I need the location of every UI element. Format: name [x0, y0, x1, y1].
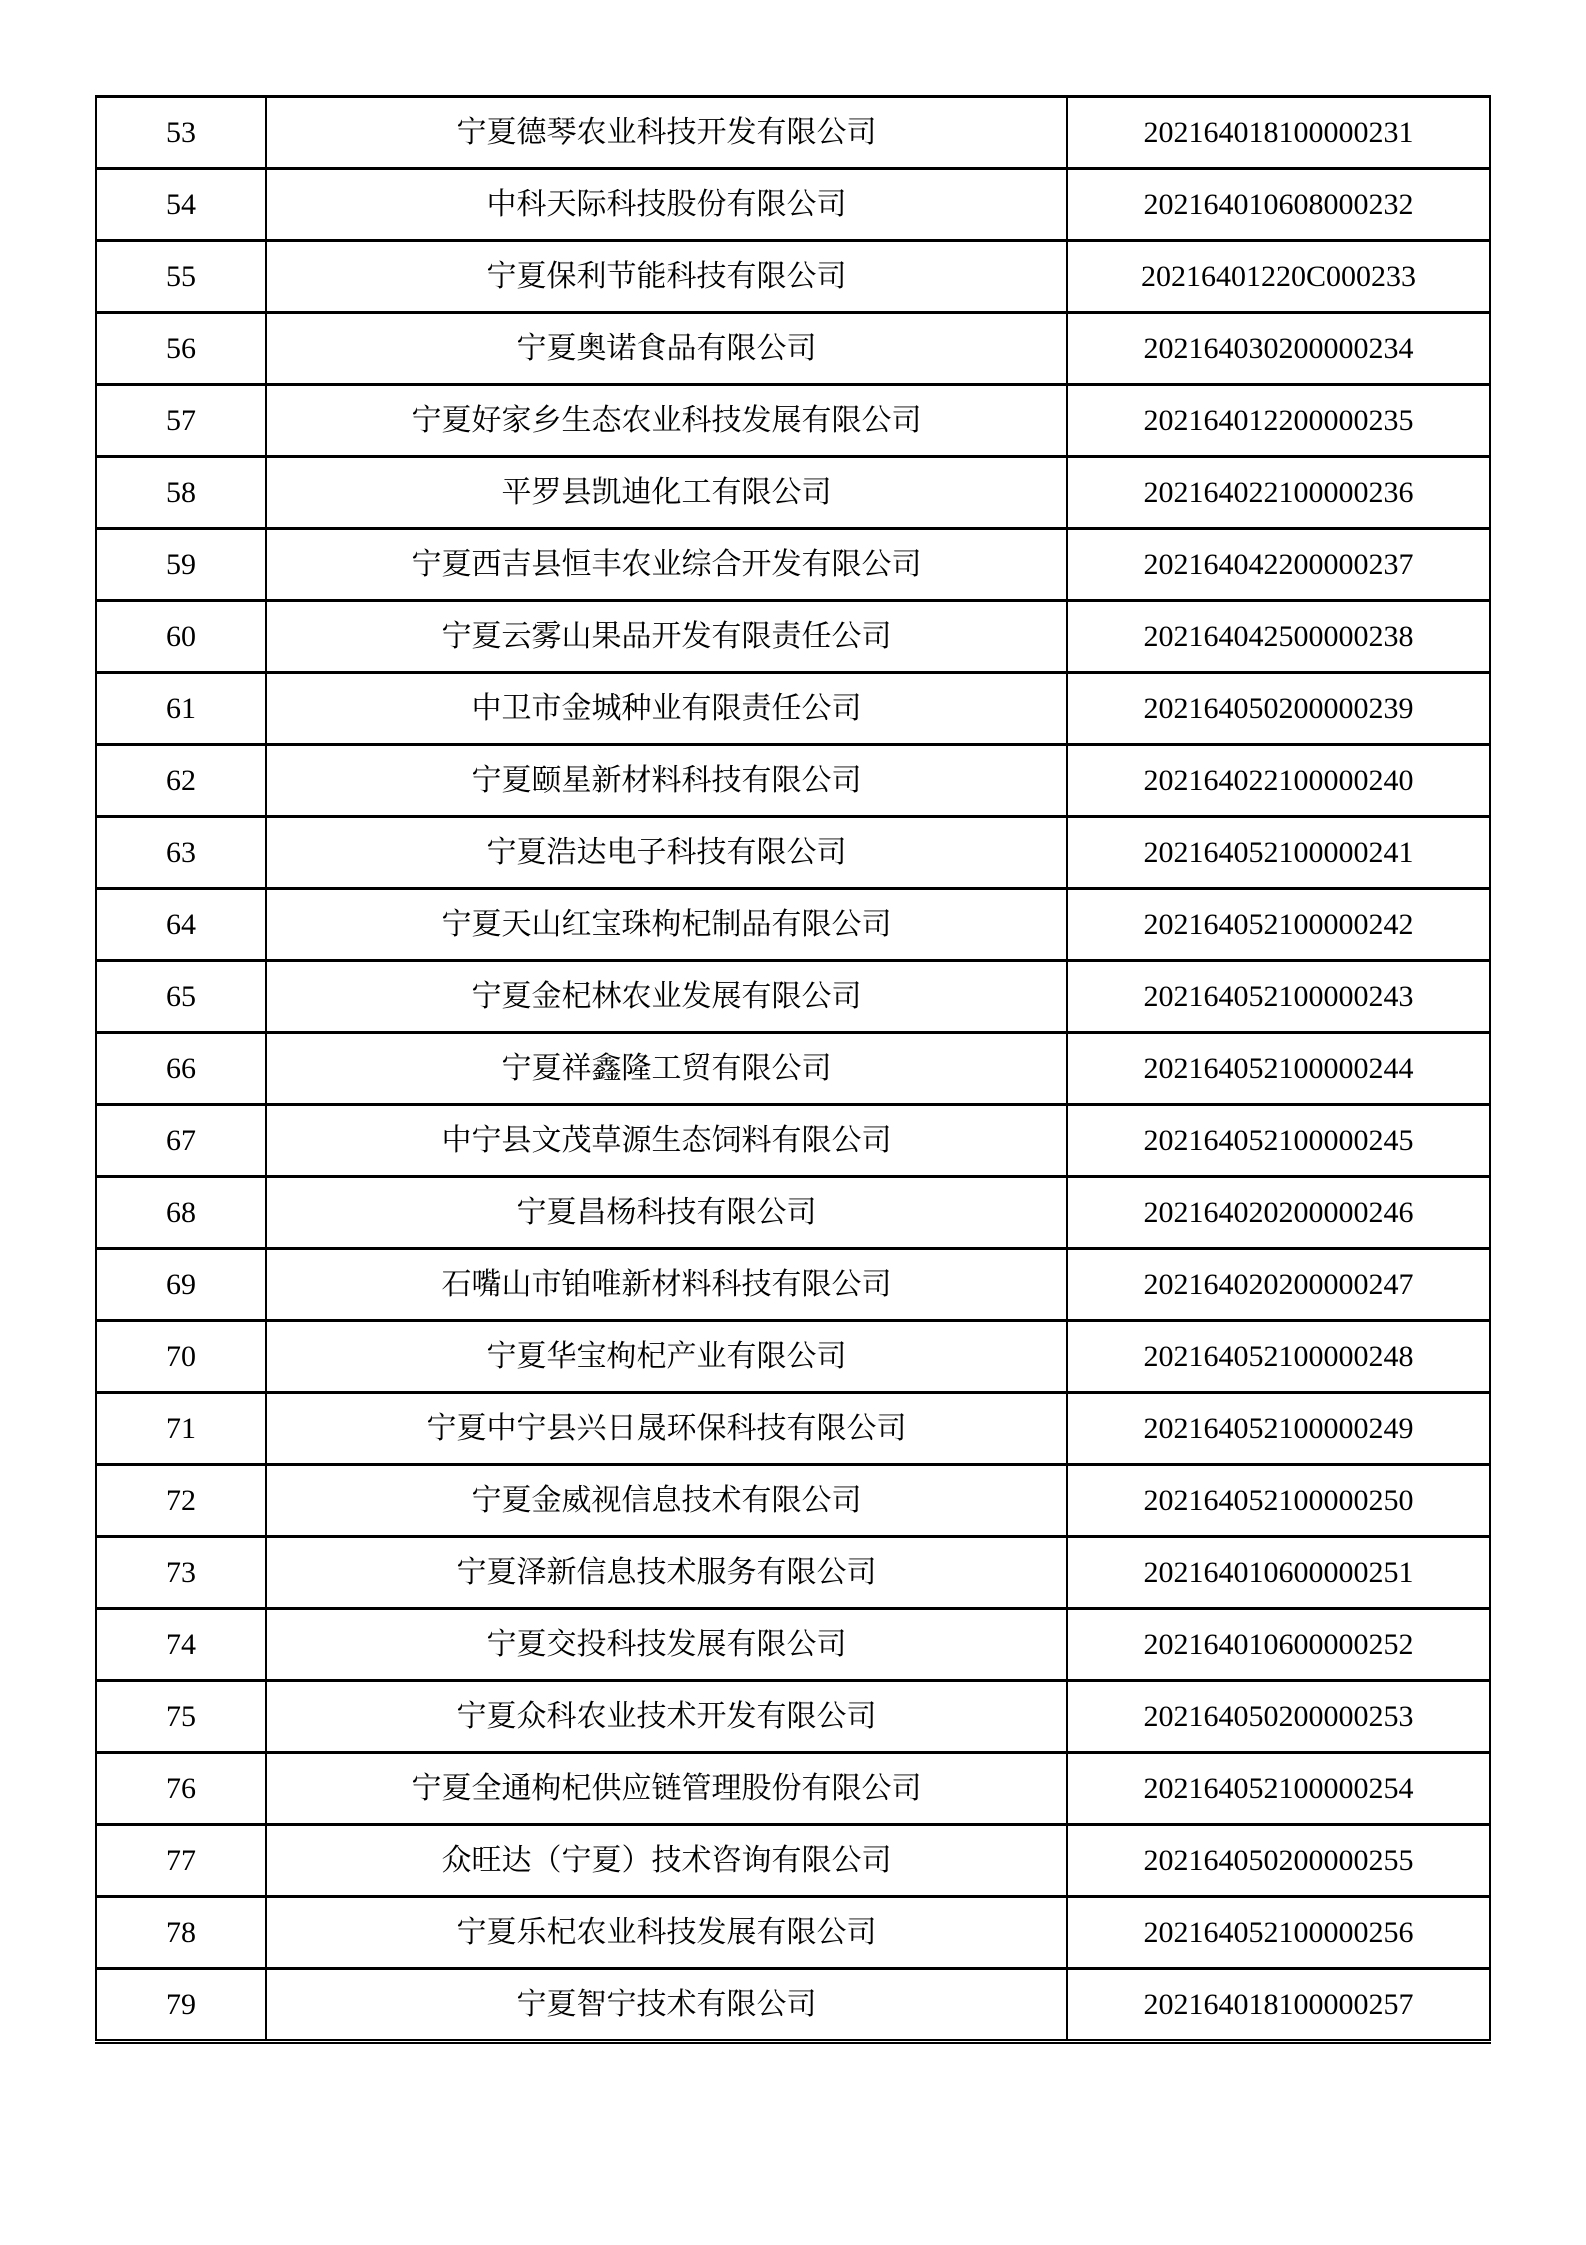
row-number-cell: 68 — [96, 1177, 266, 1249]
company-registration-table — [95, 95, 1491, 2044]
registration-code-cell: 202164052100000244 — [1067, 1033, 1490, 1105]
row-number-cell: 57 — [96, 385, 266, 457]
registration-code-cell: 202164050200000253 — [1067, 1681, 1490, 1753]
company-name-cell: 宁夏祥鑫隆工贸有限公司 — [266, 1033, 1067, 1105]
row-number-cell: 66 — [96, 1033, 266, 1105]
row-number-cell: 60 — [96, 601, 266, 673]
registration-code-cell: 202164052100000245 — [1067, 1105, 1490, 1177]
registration-code-cell: 202164012200000235 — [1067, 385, 1490, 457]
row-number-cell: 65 — [96, 961, 266, 1033]
company-name-cell: 宁夏云雾山果品开发有限责任公司 — [266, 601, 1067, 673]
table-row — [96, 1897, 1490, 1969]
company-name-cell: 宁夏昌杨科技有限公司 — [266, 1177, 1067, 1249]
registration-code-cell: 202164052100000248 — [1067, 1321, 1490, 1393]
table-row — [96, 1465, 1490, 1537]
table-row — [96, 385, 1490, 457]
company-name-cell: 宁夏金威视信息技术有限公司 — [266, 1465, 1067, 1537]
table-row — [96, 457, 1490, 529]
registration-code-cell: 202164018100000231 — [1067, 97, 1490, 169]
company-name-cell: 中卫市金城种业有限责任公司 — [266, 673, 1067, 745]
registration-code-cell: 202164050200000255 — [1067, 1825, 1490, 1897]
table-row — [96, 961, 1490, 1033]
table-row — [96, 97, 1490, 169]
company-name-cell: 宁夏华宝枸杞产业有限公司 — [266, 1321, 1067, 1393]
company-name-cell: 宁夏浩达电子科技有限公司 — [266, 817, 1067, 889]
table-body — [96, 97, 1490, 2042]
registration-code-cell: 202164010600000251 — [1067, 1537, 1490, 1609]
company-name-cell: 宁夏保利节能科技有限公司 — [266, 241, 1067, 313]
company-name-cell: 宁夏智宁技术有限公司 — [266, 1969, 1067, 2042]
table-row — [96, 673, 1490, 745]
table-row — [96, 1753, 1490, 1825]
table-row — [96, 1681, 1490, 1753]
registration-code-cell: 202164052100000242 — [1067, 889, 1490, 961]
registration-code-cell: 202164052100000249 — [1067, 1393, 1490, 1465]
company-name-cell: 宁夏颐星新材料科技有限公司 — [266, 745, 1067, 817]
company-name-cell: 宁夏德琴农业科技开发有限公司 — [266, 97, 1067, 169]
registration-code-cell: 202164022100000236 — [1067, 457, 1490, 529]
registration-code-cell: 202164042200000237 — [1067, 529, 1490, 601]
registration-code-cell: 202164010600000252 — [1067, 1609, 1490, 1681]
row-number-cell: 54 — [96, 169, 266, 241]
company-name-cell: 宁夏西吉县恒丰农业综合开发有限公司 — [266, 529, 1067, 601]
table-row — [96, 241, 1490, 313]
row-number-cell: 75 — [96, 1681, 266, 1753]
company-name-cell: 宁夏众科农业技术开发有限公司 — [266, 1681, 1067, 1753]
row-number-cell: 79 — [96, 1969, 266, 2042]
company-name-cell: 宁夏泽新信息技术服务有限公司 — [266, 1537, 1067, 1609]
table-row — [96, 1393, 1490, 1465]
table-row — [96, 745, 1490, 817]
registration-code-cell: 202164030200000234 — [1067, 313, 1490, 385]
row-number-cell: 69 — [96, 1249, 266, 1321]
row-number-cell: 61 — [96, 673, 266, 745]
table-row — [96, 1177, 1490, 1249]
registration-code-cell: 202164052100000241 — [1067, 817, 1490, 889]
registration-code-cell: 202164018100000257 — [1067, 1969, 1490, 2042]
registration-code-cell: 202164020200000246 — [1067, 1177, 1490, 1249]
table-row — [96, 889, 1490, 961]
row-number-cell: 55 — [96, 241, 266, 313]
company-name-cell: 众旺达（宁夏）技术咨询有限公司 — [266, 1825, 1067, 1897]
table-row — [96, 169, 1490, 241]
table-row — [96, 1321, 1490, 1393]
company-name-cell: 宁夏中宁县兴日晟环保科技有限公司 — [266, 1393, 1067, 1465]
registration-code-cell: 202164050200000239 — [1067, 673, 1490, 745]
row-number-cell: 56 — [96, 313, 266, 385]
row-number-cell: 67 — [96, 1105, 266, 1177]
registration-code-cell: 202164010608000232 — [1067, 169, 1490, 241]
company-name-cell: 宁夏天山红宝珠枸杞制品有限公司 — [266, 889, 1067, 961]
table-row — [96, 1969, 1490, 2042]
row-number-cell: 73 — [96, 1537, 266, 1609]
row-number-cell: 53 — [96, 97, 266, 169]
company-name-cell: 宁夏全通枸杞供应链管理股份有限公司 — [266, 1753, 1067, 1825]
row-number-cell: 62 — [96, 745, 266, 817]
table-row — [96, 1825, 1490, 1897]
table-row — [96, 1033, 1490, 1105]
registration-code-cell: 20216401220C000233 — [1067, 241, 1490, 313]
row-number-cell: 59 — [96, 529, 266, 601]
table-row — [96, 1105, 1490, 1177]
company-name-cell: 宁夏金杞林农业发展有限公司 — [266, 961, 1067, 1033]
row-number-cell: 78 — [96, 1897, 266, 1969]
table-row — [96, 817, 1490, 889]
registration-code-cell: 202164052100000256 — [1067, 1897, 1490, 1969]
registration-code-cell: 202164052100000250 — [1067, 1465, 1490, 1537]
row-number-cell: 64 — [96, 889, 266, 961]
table-row — [96, 1609, 1490, 1681]
company-name-cell: 中科天际科技股份有限公司 — [266, 169, 1067, 241]
company-name-cell: 石嘴山市铂唯新材料科技有限公司 — [266, 1249, 1067, 1321]
row-number-cell: 74 — [96, 1609, 266, 1681]
table-row — [96, 313, 1490, 385]
company-name-cell: 宁夏奥诺食品有限公司 — [266, 313, 1067, 385]
row-number-cell: 77 — [96, 1825, 266, 1897]
row-number-cell: 71 — [96, 1393, 266, 1465]
company-name-cell: 宁夏好家乡生态农业科技发展有限公司 — [266, 385, 1067, 457]
table-row — [96, 1249, 1490, 1321]
row-number-cell: 58 — [96, 457, 266, 529]
registration-code-cell: 202164022100000240 — [1067, 745, 1490, 817]
table-row — [96, 529, 1490, 601]
table-row — [96, 1537, 1490, 1609]
company-name-cell: 宁夏乐杞农业科技发展有限公司 — [266, 1897, 1067, 1969]
registration-code-cell: 202164020200000247 — [1067, 1249, 1490, 1321]
registration-code-cell: 202164052100000254 — [1067, 1753, 1490, 1825]
row-number-cell: 63 — [96, 817, 266, 889]
row-number-cell: 70 — [96, 1321, 266, 1393]
row-number-cell: 76 — [96, 1753, 266, 1825]
registration-code-cell: 202164052100000243 — [1067, 961, 1490, 1033]
company-name-cell: 中宁县文茂草源生态饲料有限公司 — [266, 1105, 1067, 1177]
registration-code-cell: 202164042500000238 — [1067, 601, 1490, 673]
company-name-cell: 平罗县凯迪化工有限公司 — [266, 457, 1067, 529]
company-name-cell: 宁夏交投科技发展有限公司 — [266, 1609, 1067, 1681]
row-number-cell: 72 — [96, 1465, 266, 1537]
table-row — [96, 601, 1490, 673]
